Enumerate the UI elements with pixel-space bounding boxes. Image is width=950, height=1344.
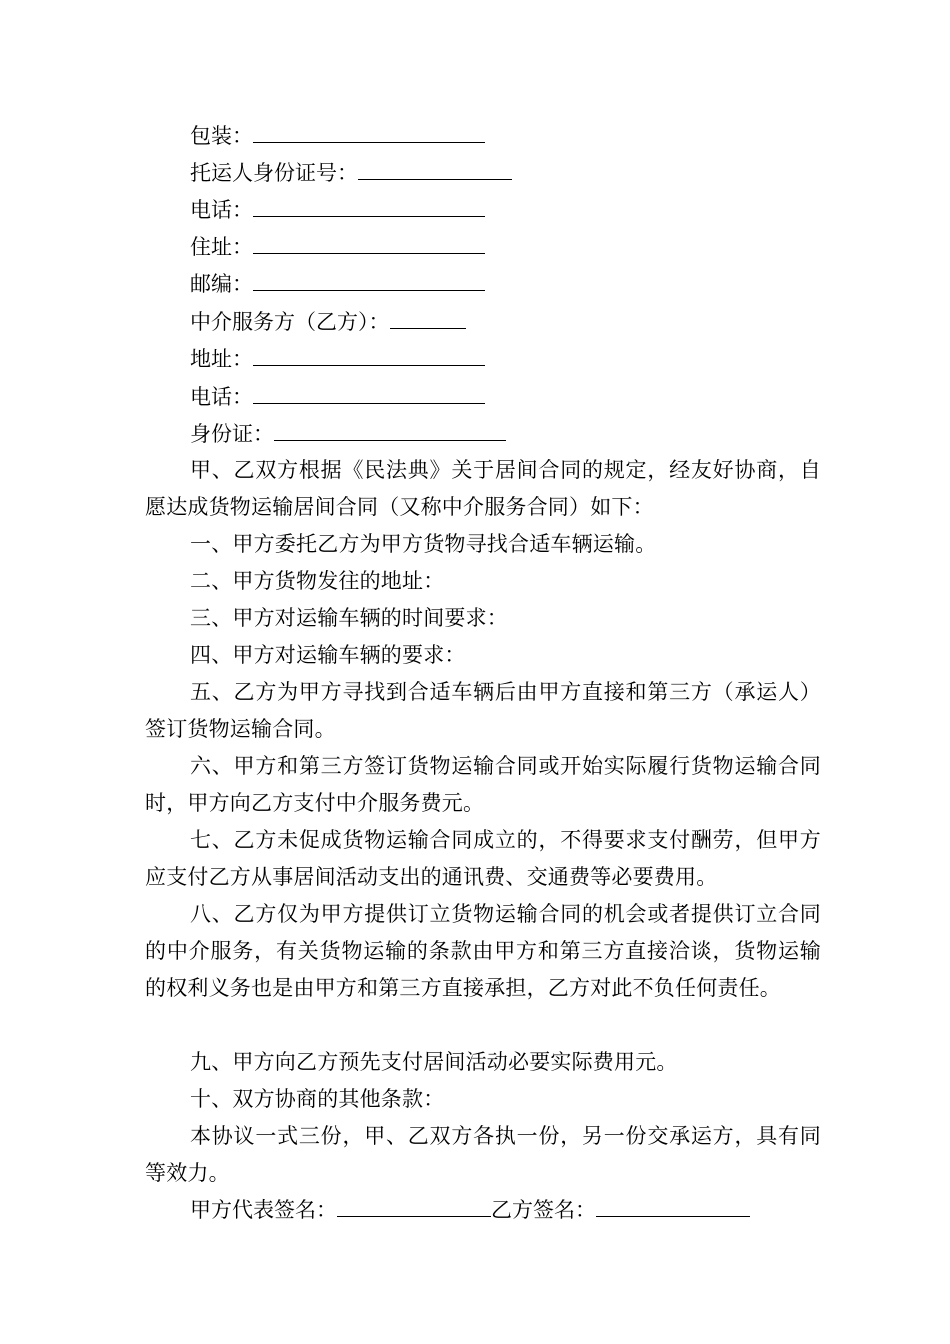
agent-blank <box>390 308 466 329</box>
consignor-id-blank <box>358 159 512 180</box>
consignor-id-line <box>190 159 855 186</box>
address-line-2 <box>190 345 855 372</box>
packaging-line <box>190 122 855 149</box>
clause-5: 五、乙方为甲方寻找到合适车辆后由甲方直接和第三方（承运人）签订货物运输合同。 <box>145 680 821 741</box>
address-line-1 <box>190 233 855 260</box>
signature-line <box>190 1196 855 1223</box>
phone-blank-2 <box>253 383 485 404</box>
packaging-label: 包装： <box>190 124 253 148</box>
intro-paragraph: 甲、乙双方根据《民法典》关于居间合同的规定，经友好协商，自愿达成货物运输居间合同（又称中介服务合同）如下： <box>145 458 821 519</box>
address-blank-1 <box>253 233 485 254</box>
phone-line-1 <box>190 196 855 223</box>
clause-3: 三、甲方对运输车辆的时间要求： <box>190 606 508 630</box>
party-b-signature-label: 乙方签名： <box>491 1198 596 1222</box>
id-line <box>190 420 855 447</box>
address-label-2: 地址： <box>190 347 253 371</box>
clause-6: 六、甲方和第三方签订货物运输合同或开始实际履行货物运输合同时，甲方向乙方支付中介服务费元。 <box>145 754 821 815</box>
postcode-label: 邮编： <box>190 272 253 296</box>
agent-label: 中介服务方（乙方）： <box>190 310 390 334</box>
phone-label-2: 电话： <box>190 385 253 409</box>
address-blank-2 <box>253 345 485 366</box>
phone-label-1: 电话： <box>190 198 253 222</box>
id-label: 身份证： <box>190 422 274 446</box>
clause-1: 一、甲方委托乙方为甲方货物寻找合适车辆运输。 <box>190 532 657 556</box>
clause-4: 四、甲方对运输车辆的要求： <box>190 643 466 667</box>
closing-paragraph: 本协议一式三份，甲、乙双方各执一份，另一份交承运方，具有同等效力。 <box>145 1124 821 1185</box>
id-blank <box>274 420 506 441</box>
packaging-blank <box>253 122 485 143</box>
consignor-id-label: 托运人身份证号： <box>190 161 358 185</box>
postcode-line <box>190 270 855 297</box>
clause-10: 十、双方协商的其他条款： <box>190 1087 445 1111</box>
agent-line <box>190 308 855 335</box>
party-a-signature-blank <box>337 1196 491 1217</box>
clause-9: 九、甲方向乙方预先支付居间活动必要实际费用元。 <box>190 1050 678 1074</box>
clause-8: 八、乙方仅为甲方提供订立货物运输合同的机会或者提供订立合同的中介服务，有关货物运输的条款由甲方和第三方直接洽谈，货物运输的权利义务也是由甲方和第三方直接承担，乙方对此不负任何责任。 <box>145 902 821 1000</box>
address-label-1: 住址： <box>190 235 253 259</box>
phone-line-2 <box>190 383 855 410</box>
postcode-blank <box>253 270 485 291</box>
party-a-signature-label: 甲方代表签名： <box>190 1198 337 1222</box>
clause-2: 二、甲方货物发往的地址： <box>190 569 445 593</box>
party-b-signature-blank <box>596 1196 750 1217</box>
clause-7: 七、乙方未促成货物运输合同成立的，不得要求支付酬劳，但甲方应支付乙方从事居间活动支出的通讯费、交通费等必要费用。 <box>145 828 821 889</box>
phone-blank-1 <box>253 196 485 217</box>
